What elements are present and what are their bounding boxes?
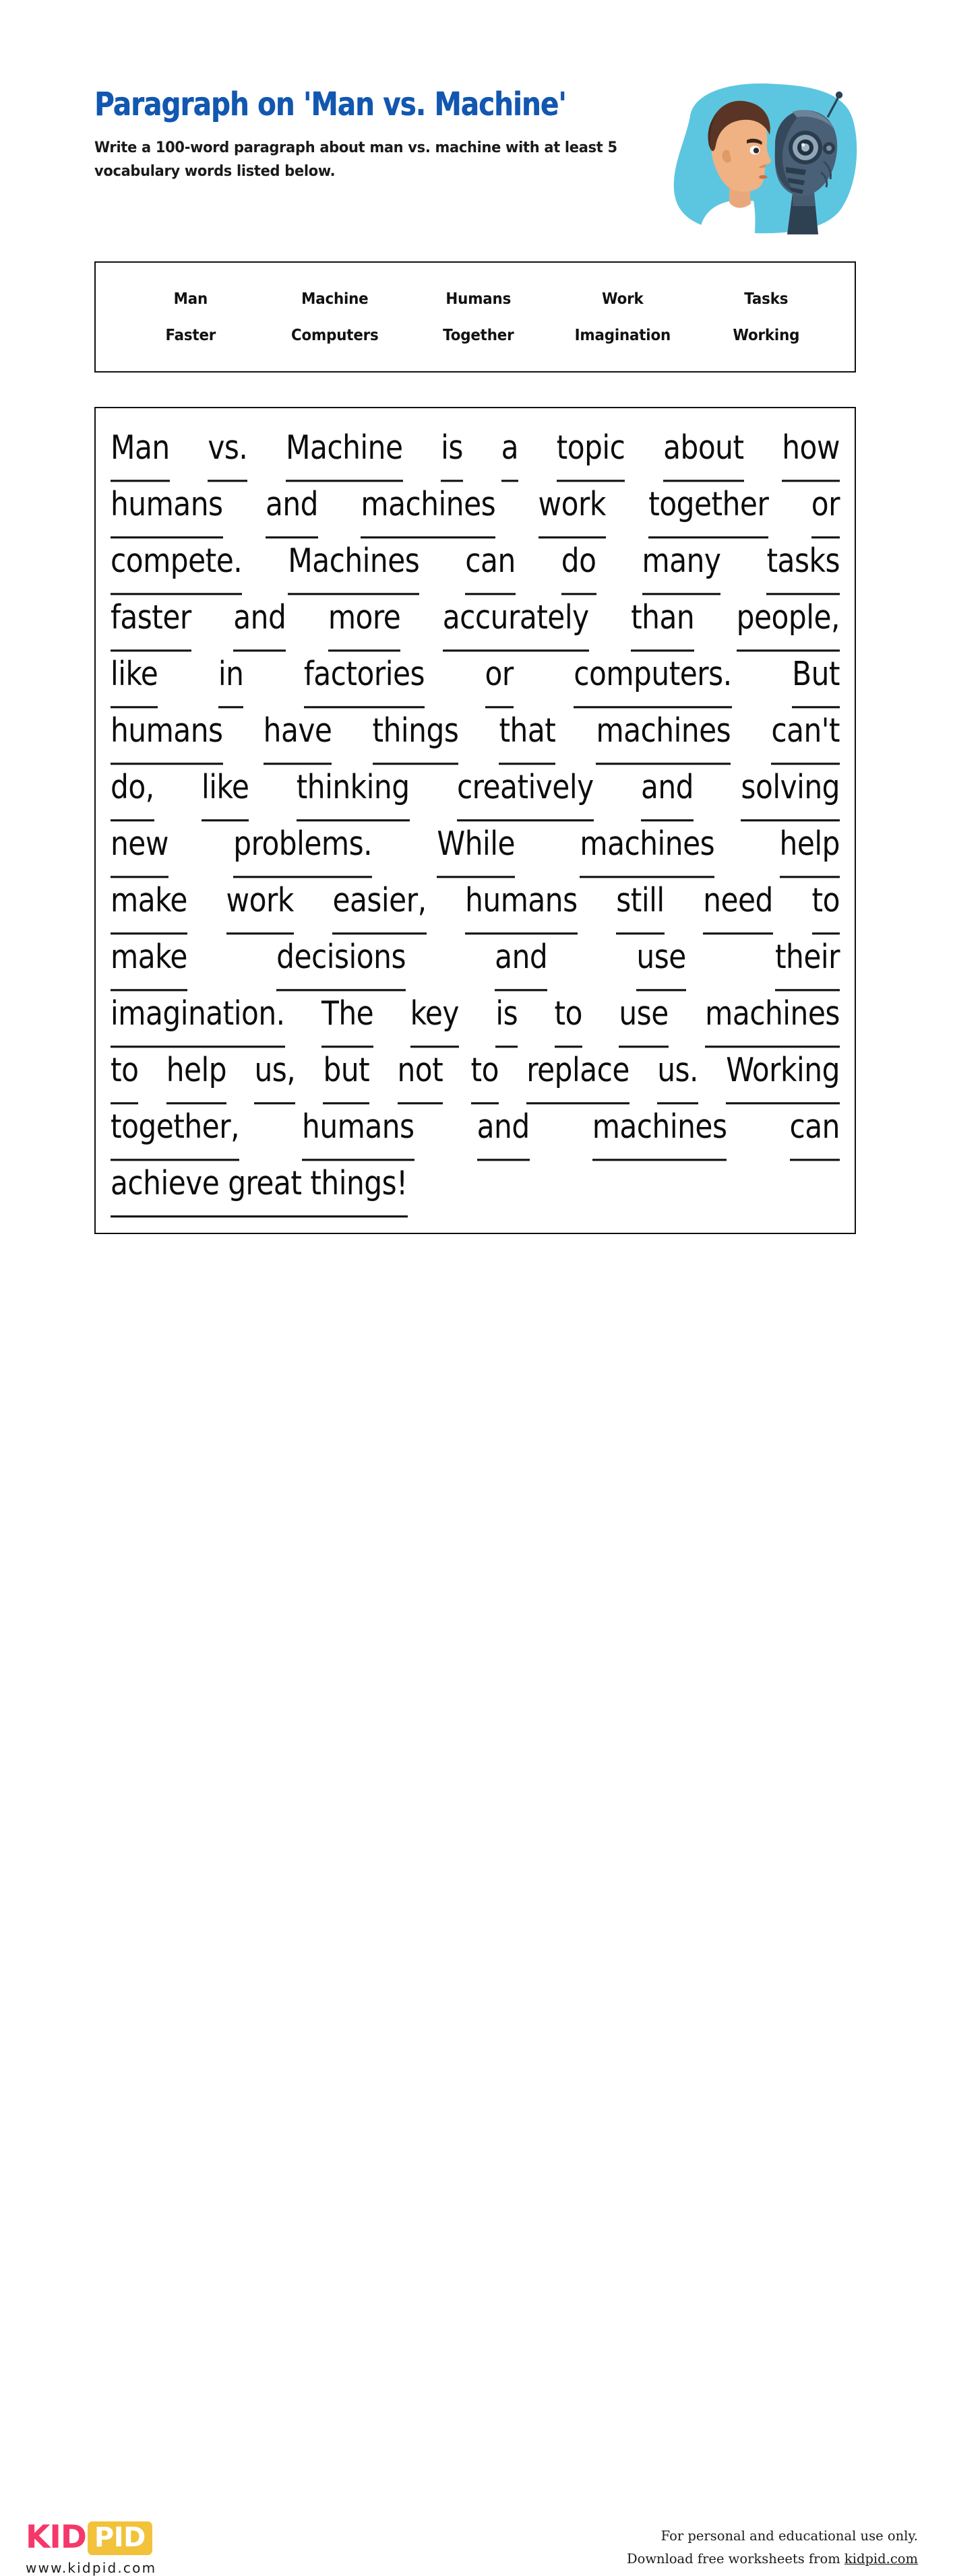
answer-word: achieve great things! [111,1159,408,1217]
answer-word: to [471,1045,499,1104]
answer-line [111,819,840,878]
instructions-text: Write a 100-word paragraph about man vs. machine with at least 5 vocabulary words listed below. [94,139,617,180]
answer-word: can [465,536,515,595]
answer-line [111,932,840,991]
answer-word: While [437,819,515,878]
answer-word: to [812,876,840,934]
answer-word: together, [111,1102,239,1161]
answer-word: solving [741,763,840,821]
kidpid-logo[interactable] [26,2519,248,2576]
answer-word: make [111,876,187,934]
answer-word: us. [657,1045,698,1104]
answer-word: humans [111,706,223,765]
answer-line [111,706,840,765]
answer-word: Machines [288,536,419,595]
answer-word: humans [465,876,578,934]
vocabulary-word: Computers [290,326,379,344]
answer-word: Man [111,423,170,482]
answer-word: do [561,536,596,595]
answer-word: or [811,480,840,538]
answer-word: But [792,649,840,708]
answer-word: machines [705,989,840,1048]
page-title: Paragraph on 'Man vs. Machine' [94,86,566,123]
answer-word: but [323,1045,369,1104]
answer-word: and [233,593,286,651]
answer-word: about [663,423,744,482]
answer-word: have [264,706,332,765]
answer-word: how [782,423,840,482]
answer-word: use [619,989,668,1048]
header-illustration [667,81,859,236]
answer-word: and [477,1102,530,1161]
answer-word: things [373,706,459,765]
answer-word: not [398,1045,443,1104]
answer-word: easier, [332,876,426,934]
answer-line [111,649,840,708]
answer-word: The [321,989,373,1048]
answer-word: tasks [766,536,840,595]
answer-word: new [111,819,168,878]
page-footer [0,1246,953,2576]
answer-word: in [218,649,244,708]
answer-word: compete. [111,536,242,595]
answer-word: help [780,819,840,878]
vocabulary-word: Tasks [744,290,789,308]
answer-word: need [703,876,773,934]
answer-word: machines [580,819,714,878]
answer-word: or [485,649,514,708]
answer-word: machines [361,480,495,538]
answer-word: Working [726,1045,840,1104]
answer-word: like [111,649,158,708]
footer-note [627,2525,918,2571]
answer-word: topic [557,423,625,482]
vocabulary-word: Imagination [574,326,671,344]
answer-line [111,423,840,482]
answer-line [111,1045,840,1104]
vocabulary-box [94,261,856,373]
answer-word: key [410,989,459,1048]
answer-word: than [631,593,694,651]
vocabulary-word: Work [601,290,644,308]
answer-word: people, [737,593,840,651]
answer-word: more [328,593,400,651]
answer-word: factories [304,649,425,708]
answer-line [111,989,840,1048]
kidpid-link[interactable]: kidpid.com [844,2551,918,2567]
logo-text-pid: PID [88,2521,152,2555]
answer-word: Machine [286,423,403,482]
answer-word: us, [254,1045,295,1104]
answer-word: can [790,1102,840,1161]
vocabulary-word: Machine [301,290,369,308]
logo-text-kid: KID [26,2518,86,2556]
vocabulary-row [119,290,838,308]
answer-line [111,480,840,538]
answer-paragraph-box [94,407,856,1234]
answer-line [111,763,840,821]
vocabulary-word: Man [173,290,208,308]
vocabulary-row [119,327,838,344]
footer-download-line [627,2548,918,2571]
answer-line [111,876,840,934]
answer-line [111,593,840,651]
answer-word: replace [526,1045,629,1104]
answer-word: vs. [208,423,247,482]
answer-word: use [636,932,685,991]
answer-word: is [495,989,518,1048]
answer-word: that [499,706,555,765]
answer-word: do, [111,763,154,821]
footer-usage-line: For personal and educational use only. [660,2528,918,2544]
answer-word: to [111,1045,138,1104]
answer-word: many [642,536,721,595]
answer-word: and [495,932,547,991]
answer-word: and [641,763,694,821]
answer-word: decisions [276,932,406,991]
answer-word: to [555,989,582,1048]
vocabulary-word: Together [443,326,514,344]
answer-word: work [539,480,606,538]
answer-word: creatively [457,763,594,821]
vocabulary-word: Faster [165,326,216,344]
answer-word: their [775,932,840,991]
answer-word: humans [302,1102,414,1161]
answer-word: together [648,480,768,538]
answer-word: a [501,423,518,482]
answer-word: thinking [297,763,410,821]
answer-word: is [441,423,463,482]
answer-word: and [266,480,318,538]
answer-line [111,1159,840,1217]
answer-word: humans [111,480,223,538]
answer-word: computers. [574,649,731,708]
answer-word: work [226,876,294,934]
answer-word: problems. [233,819,372,878]
logo-website-url: www.kidpid.com [26,2560,157,2576]
answer-word: help [166,1045,226,1104]
answer-line [111,1102,840,1161]
answer-word: faster [111,593,191,651]
answer-word: imagination. [111,989,285,1048]
answer-word: can't [771,706,840,765]
answer-word: still [616,876,664,934]
answer-word: machines [592,1102,727,1161]
answer-word: like [202,763,249,821]
answer-word: accurately [443,593,589,651]
vocabulary-word: Working [733,326,800,344]
answer-line [111,536,840,595]
answer-word: make [111,932,187,991]
footer-download-prefix: Download free worksheets from [626,2551,844,2567]
vocabulary-word: Humans [445,290,512,308]
answer-word: machines [596,706,731,765]
